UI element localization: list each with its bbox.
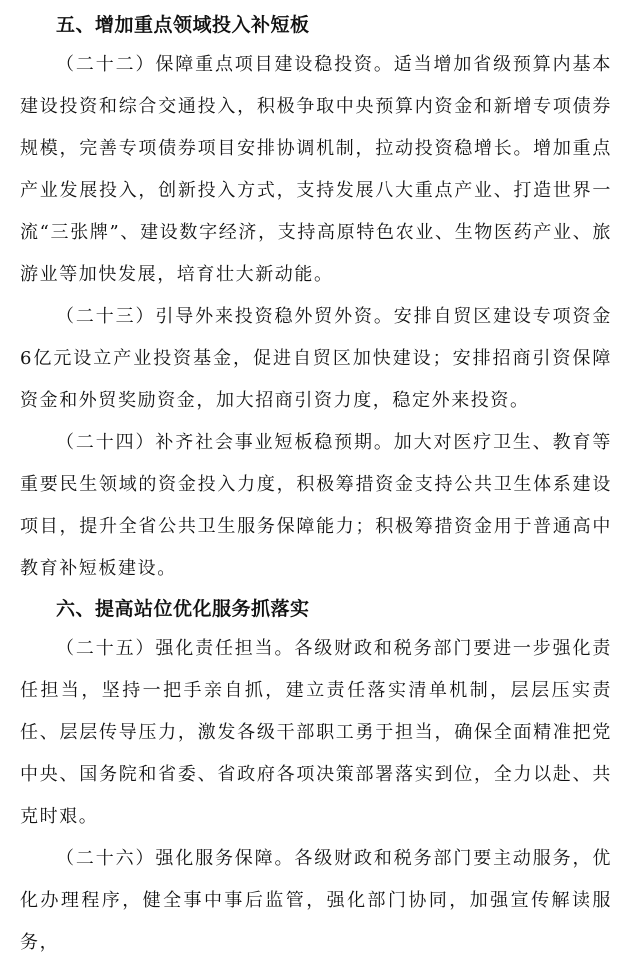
paragraph-number: （二十六） (56, 848, 156, 869)
paragraph-text: 补齐社会事业短板稳预期。加大对医疗卫生、教育等重要民生领域的资金投入力度，积极筹措资金支持公共卫生体系建设项目，提升全省公共卫生服务保障能力；积极筹措资金用于普通高中教育补短板建设。 (20, 432, 612, 579)
paragraph-text: 保障重点项目建设稳投资。适当增加省级预算内基本建设投资和综合交通投入，积极争取中央预算内资金和新增专项债券规模，完善专项债券项目安排协调机制，拉动投资稳增长。增加重点产业发展投入，创新投入方式，支持发展八大重点产业、打造世界一流“三张牌”、建设数字经济，支持高原特色农业、生物医药产业、旅游业等加快发展，培育壮大新动能。 (20, 54, 612, 285)
section-heading: 六、提高站位优化服务抓落实 (56, 598, 310, 620)
paragraph-number: （二十三） (56, 306, 156, 327)
paragraph (20, 422, 612, 590)
paragraph (20, 628, 612, 838)
paragraph-number: （二十二） (56, 54, 156, 75)
paragraph-text: 强化服务保障。各级财政和税务部门要主动服务，优化办理程序，健全事中事后监管，强化部门协同，加强宣传解读服务， (20, 848, 612, 953)
paragraph-number: （二十四） (56, 432, 156, 453)
paragraph (20, 44, 612, 296)
paragraph (20, 296, 612, 422)
paragraph-number: （二十五） (56, 638, 156, 659)
paragraph-text: 引导外来投资稳外贸外资。安排自贸区建设专项资金6亿元设立产业投资基金，促进自贸区加快建设；安排招商引资保障资金和外贸奖励资金，加大招商引资力度，稳定外来投资。 (20, 306, 612, 411)
paragraph-text: 强化责任担当。各级财政和税务部门要进一步强化责任担当，坚持一把手亲自抓，建立责任落实清单机制，层层压实责任、层层传导压力，激发各级干部职工勇于担当，确保全面精准把党中央、国务院和省委、省政府各项决策部署落实到位，全力以赴、共克时艰。 (20, 638, 612, 827)
paragraph (20, 838, 612, 964)
section-heading: 五、增加重点领域投入补短板 (56, 14, 310, 36)
